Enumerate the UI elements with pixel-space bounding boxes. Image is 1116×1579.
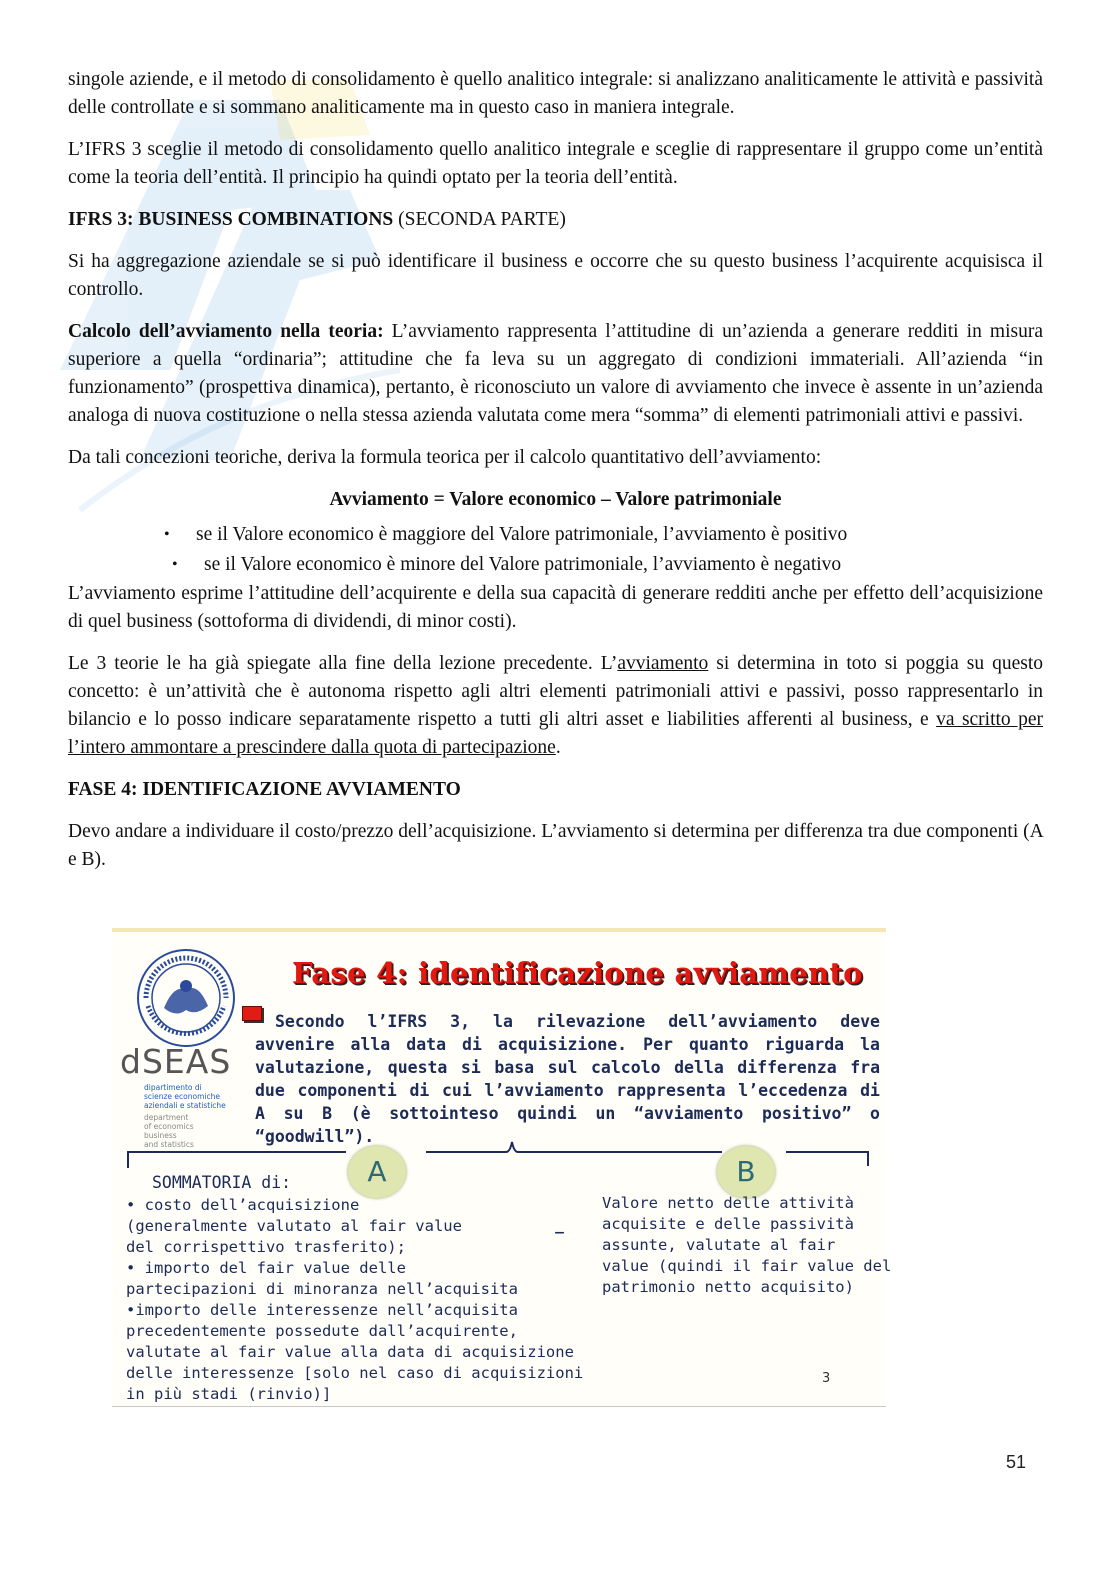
logo-subtitle-line: scienze economiche [144, 1092, 220, 1101]
bullet-text: se il Valore economico è minore del Valore patrimoniale, l’avviamento è negativo [204, 554, 842, 575]
list-item: • importo del fair value delle [126, 1259, 406, 1277]
list-item: valutate al fair value alla data di acquisizione [126, 1343, 574, 1361]
page-body [68, 66, 1043, 874]
paragraph-7-text: Le 3 teorie le ha già spiegate alla fine della lezione precedente. L’ [68, 653, 618, 674]
embedded-slide [112, 928, 892, 1407]
paragraph-4-bold: Calcolo dell’avviamento nella teoria: [68, 321, 384, 342]
page-number: 51 [1006, 1452, 1027, 1472]
paragraph-4 [68, 318, 1043, 430]
bullet-icon: • [164, 526, 170, 543]
sommatoria-title: SOMMATORIA di: [152, 1173, 292, 1192]
slide-intro-text: Secondo l’IFRS 3, la rilevazione dell’avviamento deve avvenire alla data di acquisizione. Per quanto riguarda la valutazione, questa si basa sul calcolo della differenza fra due componenti di cui l’avviamento rappresenta l’eccedenza di A su B (è sottointeso quindi un “avviamento positivo” o “goodwill”). [255, 1012, 880, 1146]
paragraph-7-text: . [555, 737, 561, 758]
slide-top-border [112, 928, 886, 932]
paragraph-1: singole aziende, e il metodo di consolidamento è quello analitico integrale: si analizzano analiticamente le attività e passività delle controllate e si sommano analiticamente ma in questo caso in maniera integrale. [68, 69, 1043, 118]
paragraph-2: L’IFRS 3 sceglie il metodo di consolidamento quello analitico integrale e sceglie di rappresentare il gruppo come un’entità come la teoria dell’entità. Il principio ha quindi optato per la teoria dell’entità. [68, 139, 1043, 188]
component-a-list [126, 1195, 606, 1405]
list-item: partecipazioni di minoranza nell’acquisita [126, 1280, 518, 1298]
heading-business-combinations [68, 206, 1043, 234]
minus-sign: – [554, 1220, 565, 1245]
list-item: •importo delle interessenze nell’acquisita [126, 1301, 518, 1319]
list-item [68, 550, 1043, 580]
list-item [68, 520, 1043, 550]
slide-title: Fase 4: identificazione avviamento [292, 956, 863, 990]
logo-subtitle-line: department [144, 1113, 189, 1122]
university-seal-icon [134, 946, 238, 1050]
underlined-avviamento: avviamento [617, 653, 709, 674]
paragraph-6: L’avviamento esprime l’attitudine dell’acquirente e della sua capacità di generare redditi anche per effetto dell’acquisizione di quel business (sottoforma di dividendi, di minor costi). [68, 583, 1043, 632]
logo-subtitle-line: business [144, 1131, 177, 1140]
goodwill-formula: Avviamento = Valore economico – Valore patrimoniale [329, 489, 782, 510]
list-item: acquisite e delle passività [602, 1215, 854, 1233]
heading-rest: (SECONDA PARTE) [393, 209, 566, 230]
list-item: Valore netto delle attività [602, 1194, 854, 1212]
paragraph-3: Si ha aggregazione aziendale se si può identificare il business e occorre che su questo business l’acquirente acquisisca il controllo. [68, 251, 1043, 300]
paragraph-7 [68, 650, 1043, 762]
bullet-icon: • [172, 556, 178, 573]
list-item: in più stadi (rinvio)] [126, 1385, 332, 1403]
component-a-badge: A [348, 1146, 406, 1198]
list-item: value (quindi il fair value del [602, 1257, 892, 1275]
list-item: • costo dell’acquisizione [126, 1196, 360, 1214]
list-item: patrimonio netto acquisito) [602, 1278, 854, 1296]
dseas-logo: dSEAS [120, 1042, 232, 1081]
list-item: delle interessenze [solo nel caso di acquisizioni [126, 1364, 584, 1382]
paragraph-7-text: si determina in toto si poggia su questo concetto: è un’attività che è autonoma rispetto agli altri elementi patrimoniali attivi e passivi, posso rappresentarlo in bilancio e lo posso indicare separatamente rispetto a tutti gli altri asset e liabilities afferenti al business, e [68, 653, 1043, 730]
heading-fase-4-text: FASE 4: IDENTIFICAZIONE AVVIAMENTO [68, 779, 461, 800]
formula-bullets [68, 520, 1043, 580]
heading-fase-4 [68, 776, 1043, 804]
bullet-text: se il Valore economico è maggiore del Valore patrimoniale, l’avviamento è positivo [196, 524, 848, 545]
logo-subtitle-line: dipartimento di [144, 1083, 202, 1092]
list-item: precedentemente possedute dall’acquirente, [126, 1322, 518, 1340]
paragraph-5: Da tali concezioni teoriche, deriva la formula teorica per il calcolo quantitativo dell’avviamento: [68, 447, 822, 468]
list-item: (generalmente valutato al fair value [126, 1217, 462, 1235]
list-item: assunte, valutate al fair [602, 1236, 836, 1254]
logo-subtitle-line: and statistics [144, 1140, 194, 1149]
slide-number: 3 [822, 1371, 831, 1386]
component-b-text [602, 1193, 892, 1298]
paragraph-4-rest: L’avviamento rappresenta l’attitudine di un’azienda a generare redditi in misura superiore a quella “ordinaria”; attitudine che fa leva su un aggregato di condizioni immateriali. All’azienda “in funzionamento” (prospettiva dinamica), pertanto, è riconosciuto un valore di avviamento che invece è assente in un’azienda analoga di nuova costituzione o nella stessa azienda valutata come mera “somma” di elementi patrimoniali attivi e passivi. [68, 321, 1043, 426]
list-item: del corrispettivo trasferito); [126, 1238, 406, 1256]
paragraph-8: Devo andare a individuare il costo/prezzo dell’acquisizione. L’avviamento si determina per differenza tra due componenti (A e B). [68, 821, 1043, 870]
heading-bold: IFRS 3: BUSINESS COMBINATIONS [68, 209, 394, 230]
underlined-intero-ammontare: va scritto per l’intero ammontare a prescindere dalla quota di partecipazione [68, 709, 1044, 758]
logo-subtitle-line: aziendali e statistiche [144, 1101, 226, 1110]
component-b-badge: B [717, 1146, 775, 1198]
logo-subtitle-line: of economics [144, 1122, 194, 1131]
